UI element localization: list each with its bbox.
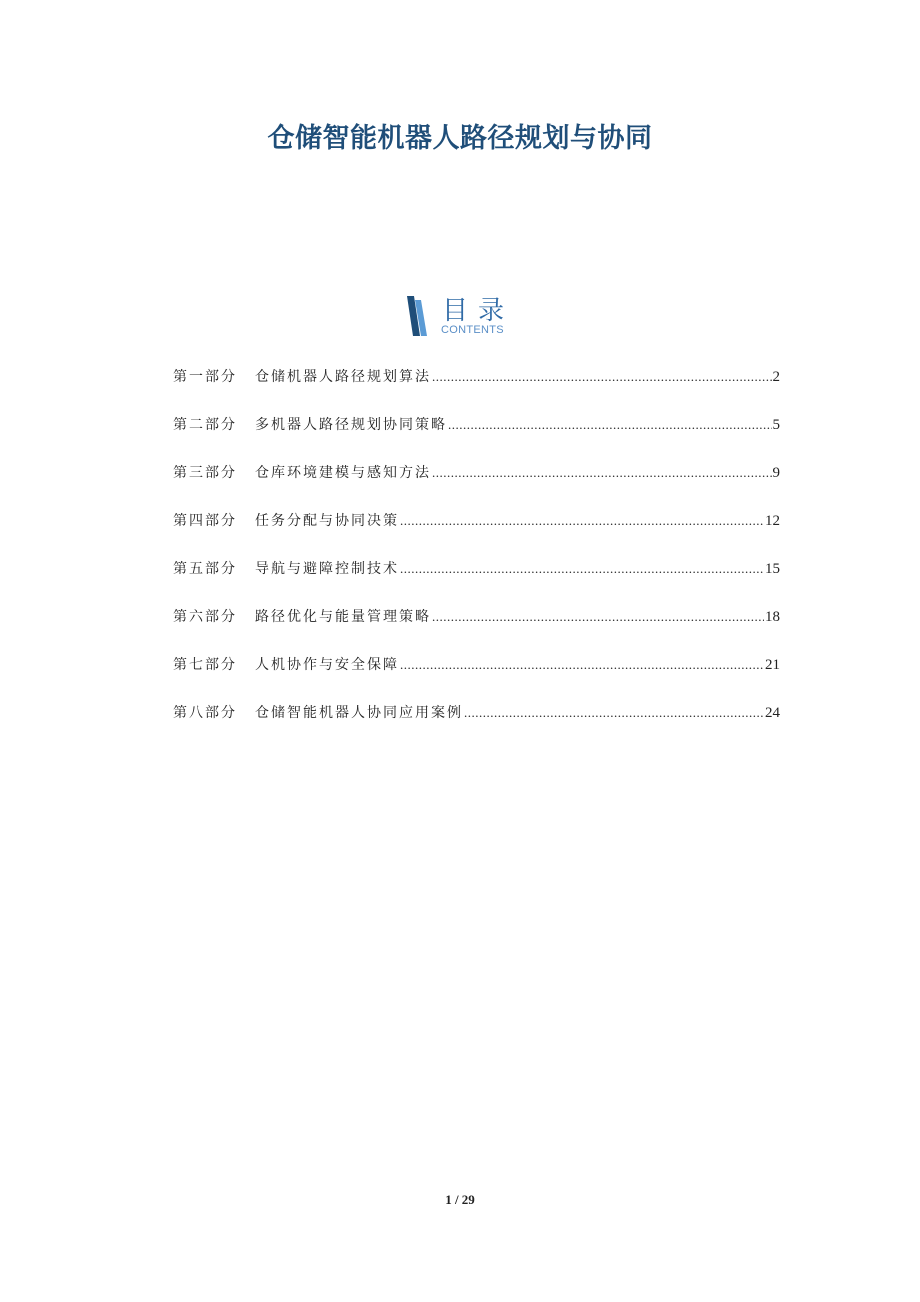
toc-entry-3[interactable] <box>173 462 780 510</box>
toc-dot-leader <box>448 417 772 433</box>
toc-entry-title: 仓储智能机器人协同应用案例 <box>255 705 463 721</box>
toc-dot-leader <box>432 369 772 385</box>
toc-entry-4[interactable] <box>173 510 780 558</box>
toc-dot-leader <box>400 657 764 673</box>
toc-entry-page: 2 <box>772 369 780 385</box>
toc-entry-page: 5 <box>772 417 780 433</box>
table-of-contents <box>173 366 780 750</box>
toc-dot-leader <box>432 465 772 481</box>
document-title: 仓储智能机器人路径规划与协同 <box>267 123 653 154</box>
toc-entry-part: 第八部分 <box>173 705 237 721</box>
toc-entry-page: 24 <box>765 705 780 721</box>
toc-entry-8[interactable] <box>173 702 780 750</box>
page-indicator: 1 / 29 <box>445 1192 475 1207</box>
toc-entry-page: 9 <box>772 465 780 481</box>
toc-entry-title: 任务分配与协同决策 <box>255 513 399 529</box>
toc-entry-title: 导航与避障控制技术 <box>255 561 399 577</box>
toc-entry-title: 人机协作与安全保障 <box>255 657 399 673</box>
toc-header <box>405 294 525 338</box>
toc-heading: 目录 <box>442 296 515 326</box>
toc-entry-2[interactable] <box>173 414 780 462</box>
toc-entry-1[interactable] <box>173 366 780 414</box>
toc-entry-page: 21 <box>765 657 780 673</box>
contents-logo-icon <box>405 296 431 336</box>
toc-entry-title: 路径优化与能量管理策略 <box>255 609 431 625</box>
toc-entry-title: 仓库环境建模与感知方法 <box>255 465 431 481</box>
toc-entry-6[interactable] <box>173 606 780 654</box>
toc-entry-5[interactable] <box>173 558 780 606</box>
toc-entry-part: 第一部分 <box>173 369 237 385</box>
toc-entry-title: 多机器人路径规划协同策略 <box>255 417 447 433</box>
toc-entry-part: 第五部分 <box>173 561 237 577</box>
toc-entry-title: 仓储机器人路径规划算法 <box>255 369 431 385</box>
toc-dot-leader <box>464 705 764 721</box>
toc-entry-part: 第七部分 <box>173 657 237 673</box>
toc-entry-page: 12 <box>765 513 780 529</box>
toc-subheading: CONTENTS <box>441 324 504 336</box>
toc-entry-part: 第四部分 <box>173 513 237 529</box>
toc-entry-7[interactable] <box>173 654 780 702</box>
toc-dot-leader <box>400 561 764 577</box>
toc-entry-page: 15 <box>765 561 780 577</box>
toc-dot-leader <box>400 513 764 529</box>
toc-entry-part: 第三部分 <box>173 465 237 481</box>
toc-entry-part: 第二部分 <box>173 417 237 433</box>
toc-dot-leader <box>432 609 764 625</box>
toc-entry-part: 第六部分 <box>173 609 237 625</box>
toc-entry-page: 18 <box>765 609 780 625</box>
